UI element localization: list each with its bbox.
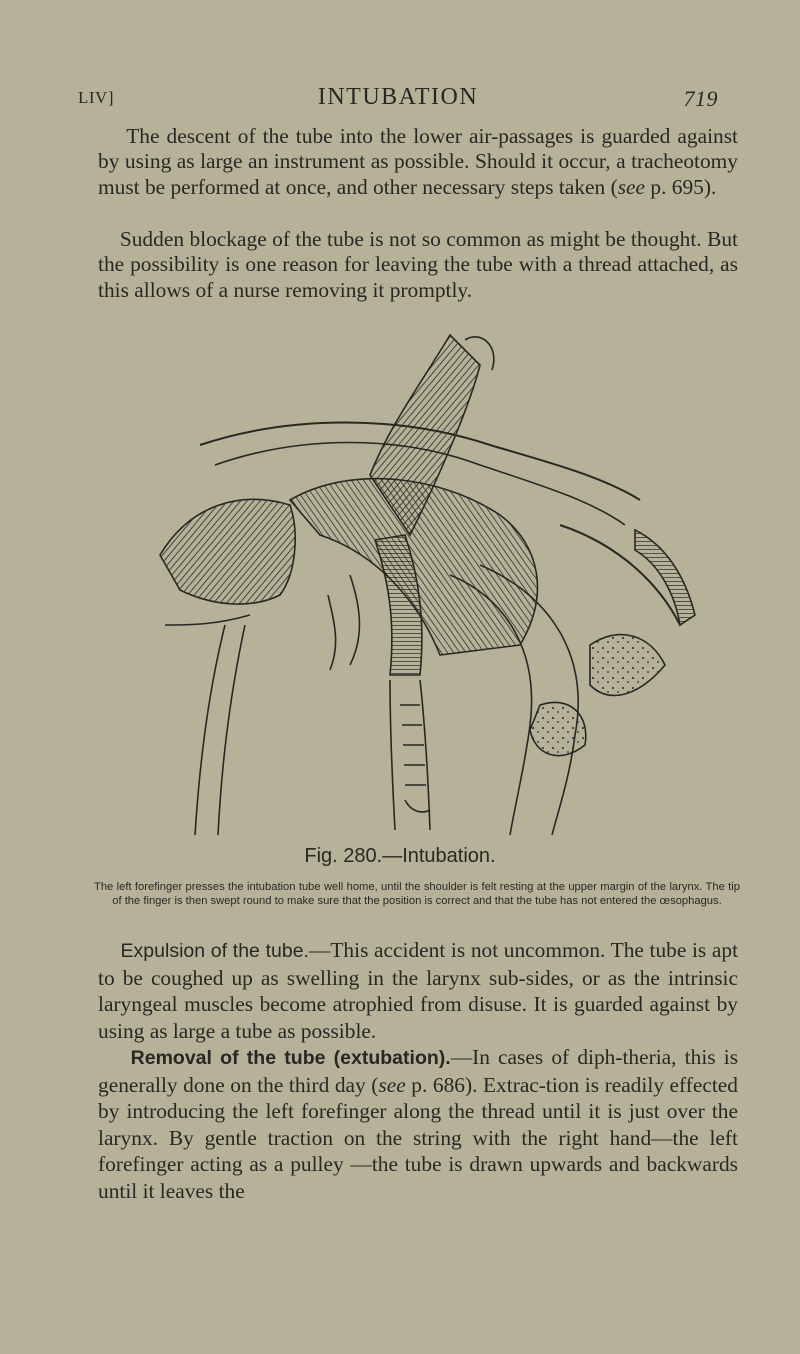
paragraph-text: Sudden blockage of the tube is not so common as might be thought. But the possibility is one reason for leaving the tube with a thread attached, as this allows of a nurse removing it promptly. — [98, 227, 738, 302]
body-text-lower — [98, 937, 738, 1204]
anatomical-drawing — [120, 325, 720, 850]
figure-label: Fig. 280.—Intubation. — [304, 845, 496, 867]
paragraph-text: The descent of the tube into the lower air-passages is guarded against by using as large an instrument as possible. Should it occur, a tracheotomy must be performed at once, and other necessary steps taken ( — [98, 124, 739, 199]
intubation-illustration — [120, 325, 720, 850]
removal-text: —In cases of diph-theria, this is generally done on the third day ( — [98, 1045, 739, 1097]
heading-expulsion: Expulsion of the tube. — [120, 940, 309, 962]
page-number: 719 — [683, 86, 718, 111]
removal-text: p. 686). Extrac-tion is readily effected by introducing the left forefinger along the thread until it is just over the larynx. By gentle traction on the string with the right hand—the left forefinger acting as a pulley —the tube is drawn upwards and backwards until it leaves the — [98, 1072, 738, 1203]
paragraph-text: p. 695). — [645, 174, 717, 199]
running-title: INTUBATION — [317, 84, 479, 110]
paragraph-descent — [98, 124, 738, 200]
figure-caption: The left forefinger presses the intubation tube well home, until the shoulder is felt resting at the upper margin of the larynx. The tip of the finger is then swept round to make sure that the position is correct and that the tube has not entered the œsophagus. — [94, 881, 740, 907]
heading-removal: Removal of the tube (extubation). — [130, 1047, 451, 1069]
see-reference: see — [378, 1072, 406, 1097]
paragraph-blockage — [98, 227, 738, 303]
see-reference: see — [617, 174, 646, 199]
expulsion-text: —This accident is not uncommon. The tube is apt to be coughed up as swelling in the larynx sub-sides, or as the intrinsic laryngeal muscles become atrophied from disuse. It is guarded against by using as large a tube as possible. — [98, 938, 739, 1043]
chapter-number: LIV] — [78, 88, 114, 107]
running-header — [78, 84, 718, 120]
